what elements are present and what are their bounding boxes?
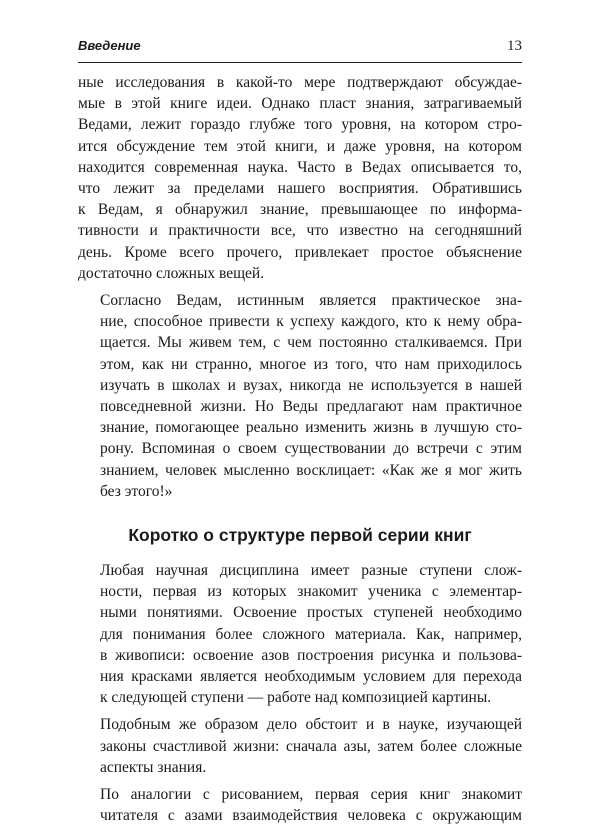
text-line: Любая научная дисциплина имеет разные ступени слож- [100, 562, 522, 580]
section-name: Введение [78, 38, 141, 53]
text-line: к следующей ступени — работе над композицией картины. [100, 689, 492, 707]
text-line: для понимания более сложного материала. Как, например, [100, 625, 522, 643]
text-line: в живописи: освоение азов построения рисунка и пользова- [100, 646, 522, 664]
text-line: ные исследования в какой-то мере подтверждают обсуждае- [78, 74, 522, 91]
paragraph [78, 72, 522, 284]
text-line: мые в этой книге идеи. Однако пласт знания, затрагиваемый [78, 95, 522, 113]
paragraphs-before-heading [78, 72, 522, 502]
paragraph [78, 560, 522, 708]
text-line: без этого!» [100, 482, 173, 500]
text-line: достаточно сложных вещей. [78, 264, 265, 282]
text-line: этом, как ни странно, многое из того, что нам приходилось [100, 355, 522, 373]
text-line: ности, первая из которых знакомит ученика с элементар- [100, 583, 522, 601]
text-line: рону. Вспоминая о своем существовании до встречи с этим [100, 440, 522, 458]
header-rule [78, 62, 522, 63]
text-line: изучать в школах и вузах, никогда не используется в нашей [100, 376, 522, 394]
body-text [78, 72, 522, 827]
text-line: знание, помогающее реально изменить жизнь в лучшую сто- [100, 419, 522, 437]
text-line: аспекты знания. [100, 758, 207, 776]
text-line: ными понятиями. Освоение простых ступеней необходимо [100, 604, 522, 622]
text-line: ния красками является необходимым условием для перехода [100, 668, 522, 686]
text-line: По аналогии с рисованием, первая серия книг знакомит [100, 786, 522, 804]
paragraph [78, 290, 522, 502]
text-line: находится современная наука. Часто в Ведах описывается то, [78, 158, 522, 176]
paragraphs-after-heading [78, 560, 522, 826]
text-line: Согласно Ведам, истинным является практическое зна- [100, 292, 522, 310]
text-line: Ведами, лежит гораздо глубже того уровня, на котором стро- [78, 116, 522, 134]
text-line: ние, способное привести к успеху каждого, кто к нему обра- [100, 313, 522, 331]
section-heading: Коротко о структуре первой серии книг [128, 525, 472, 546]
text-line: повседневной жизни. Но Веды предлагают нам практичное [100, 398, 522, 416]
text-line: тивности и практичности все, что известно на сегодняшний [78, 222, 522, 240]
text-line: щается. Мы живем тем, с чем постоянно сталкиваемся. При [100, 334, 522, 352]
text-line: день. Кроме всего прочего, привлекает простое объяснение [78, 243, 522, 261]
text-line: Подобным же образом дело обстоит и в науке, изучающей [100, 716, 522, 734]
text-line: что лежит за пределами нашего восприятия. Обратившись [78, 180, 522, 198]
paragraph [78, 714, 522, 778]
paragraph [78, 784, 522, 826]
running-header [78, 38, 522, 66]
text-line: к Ведам, я обнаружил знание, превышающее по информа- [78, 201, 522, 219]
text-line: читателя с азами взаимодействия человека с окружающим [100, 807, 522, 825]
page-number: 13 [507, 38, 522, 54]
text-line: ится обсуждение тем этой книги, и даже уровня, на котором [78, 137, 522, 155]
text-line: законы счастливой жизни: сначала азы, затем более сложные [100, 737, 522, 755]
text-line: знанием, человек мысленно восклицает: «Как же я мог жить [100, 461, 522, 479]
